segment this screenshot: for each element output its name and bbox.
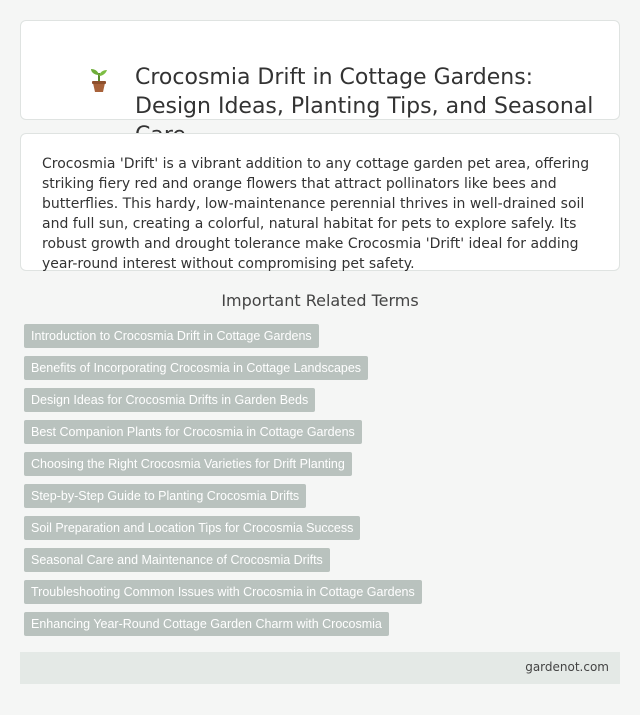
sprout-icon bbox=[85, 66, 113, 94]
related-term-tag[interactable]: Soil Preparation and Location Tips for Crocosmia Success bbox=[24, 516, 360, 540]
related-term-tag[interactable]: Benefits of Incorporating Crocosmia in Cottage Landscapes bbox=[24, 356, 368, 380]
intro-card bbox=[20, 133, 620, 271]
related-terms-list bbox=[24, 324, 624, 644]
related-term-tag[interactable]: Step-by-Step Guide to Planting Crocosmia Drifts bbox=[24, 484, 306, 508]
footer bbox=[20, 652, 620, 684]
related-term-tag[interactable]: Introduction to Crocosmia Drift in Cottage Gardens bbox=[24, 324, 319, 348]
related-term-tag[interactable]: Design Ideas for Crocosmia Drifts in Garden Beds bbox=[24, 388, 315, 412]
related-term-tag[interactable]: Troubleshooting Common Issues with Crocosmia in Cottage Gardens bbox=[24, 580, 422, 604]
related-term-tag[interactable]: Enhancing Year-Round Cottage Garden Charm with Crocosmia bbox=[24, 612, 389, 636]
related-term-tag[interactable]: Best Companion Plants for Crocosmia in Cottage Gardens bbox=[24, 420, 362, 444]
related-terms-heading: Important Related Terms bbox=[221, 291, 419, 310]
related-term-tag[interactable]: Choosing the Right Crocosmia Varieties for Drift Planting bbox=[24, 452, 352, 476]
page-title: Crocosmia Drift in Cottage Gardens: Design Ideas, Planting Tips, and Seasonal bbox=[135, 65, 594, 119]
related-term-tag[interactable]: Seasonal Care and Maintenance of Crocosmia Drifts bbox=[24, 548, 330, 572]
intro-paragraph: Crocosmia 'Drift' is a vibrant addition to any cottage garden pet area, offering striking fiery red and orange flowers that attract pollinators like bees and butterflies. This hardy, low-maintenance perennial thrives in well-drained soil and full sun, creating a colorful, natural habitat for pets to explore safely. Its robust growth and drought tolerance make Crocosmia 'Drift' ideal for adding year-round interest without compromising pet safety. bbox=[42, 156, 590, 272]
title-card bbox=[20, 20, 620, 120]
footer-site-link[interactable]: gardenot.com bbox=[525, 660, 609, 674]
